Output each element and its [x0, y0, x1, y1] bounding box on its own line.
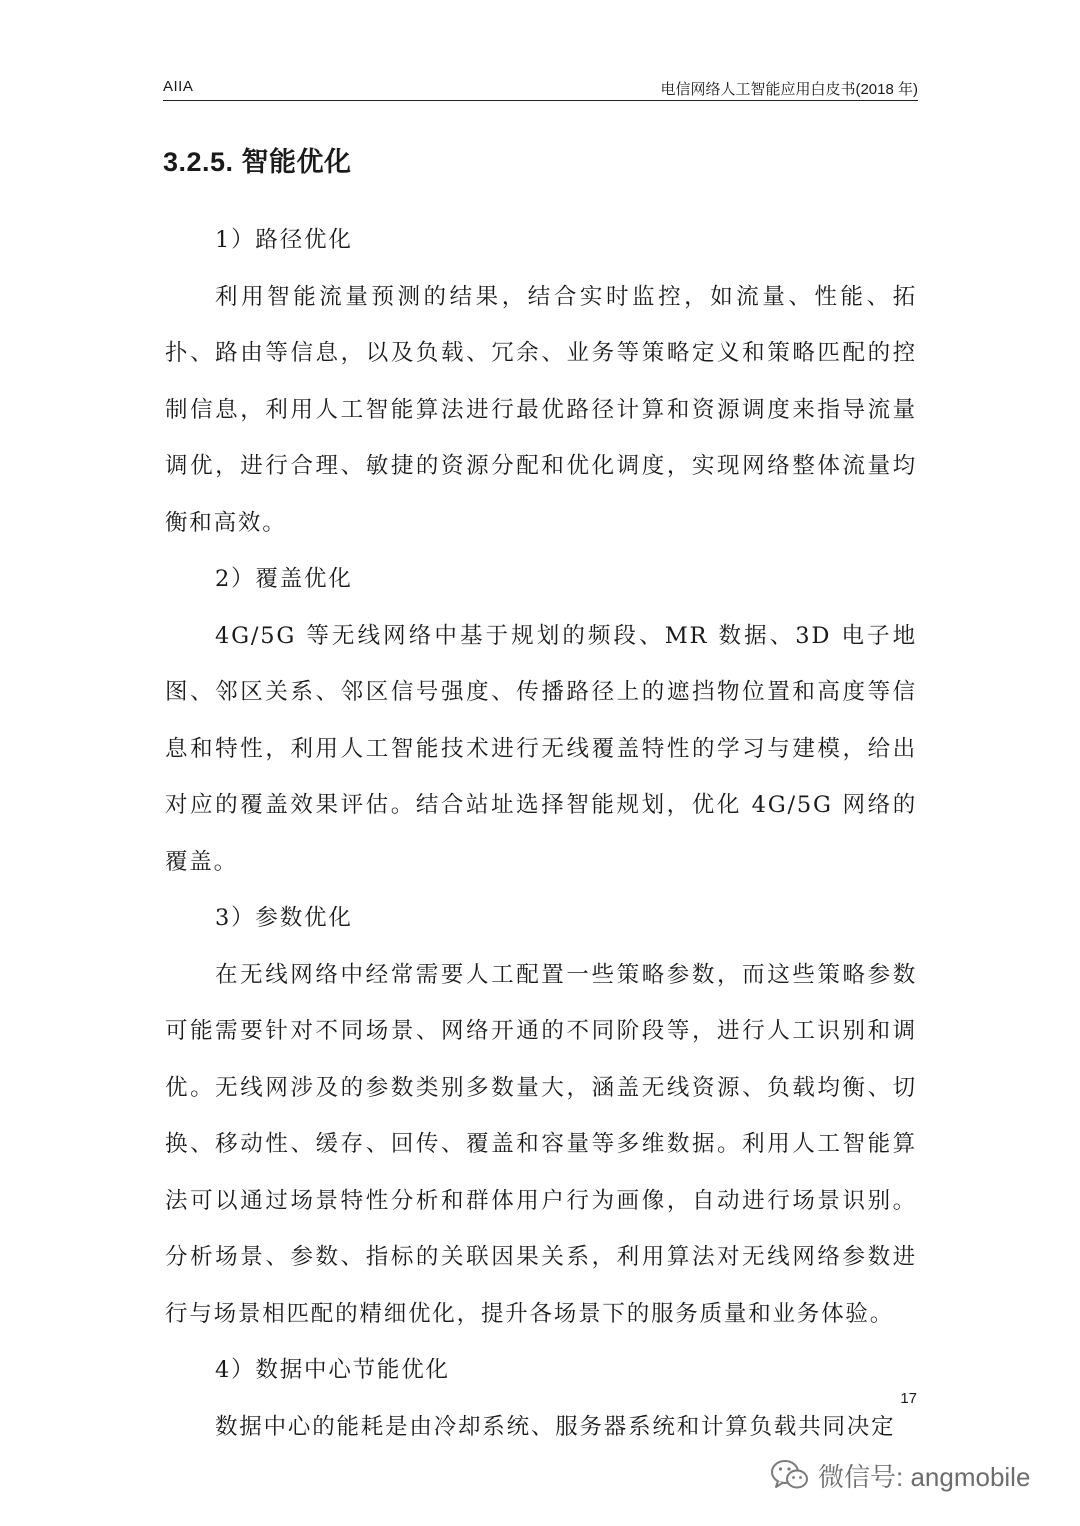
- page-header: [163, 72, 918, 101]
- paragraph-path-optimization: 利用智能流量预测的结果，结合实时监控，如流量、性能、拓扑、路由等信息，以及负载、冗余、业务等策略定义和策略匹配的控制信息，利用人工智能算法进行最优路径计算和资源调度来指导流量调优，进行合理、敏捷的资源分配和优化调度，实现网络整体流量均衡和高效。: [165, 283, 917, 536]
- header-doc-title: 电信网络人工智能应用白皮书(2018 年): [660, 81, 918, 98]
- page-number: 17: [900, 1390, 917, 1407]
- subheading-path-optimization: 1）路径优化: [215, 227, 353, 253]
- paragraph-coverage-optimization: 4G/5G 等无线网络中基于规划的频段、MR 数据、3D 电子地图、邻区关系、邻区信号强度、传播路径上的遮挡物位置和高度等信息和特性，利用人工智能技术进行无线覆盖特性的学习与建模，给出对应的覆盖效果评估。结合站址选择智能规划，优化 4G/5G 网络的覆盖。: [165, 622, 917, 875]
- paragraph-parameter-optimization: 在无线网络中经常需要人工配置一些策略参数，而这些策略参数可能需要针对不同场景、网络开通的不同阶段等，进行人工识别和调优。无线网涉及的参数类别多数量大，涵盖无线资源、负载均衡、切换、移动性、缓存、回传、覆盖和容量等多维数据。利用人工智能算法可以通过场景特性分析和群体用户行为画像，自动进行场景识别。分析场景、参数、指标的关联因果关系，利用算法对无线网络参数进行与场景相匹配的精细优化，提升各场景下的服务质量和业务体验。: [165, 961, 917, 1327]
- watermark-text: 微信号: angmobile: [818, 1461, 1031, 1492]
- wechat-icon: [770, 1458, 810, 1492]
- subheading-coverage-optimization: 2）覆盖优化: [215, 566, 353, 592]
- watermark: [770, 1453, 1050, 1497]
- section-title: 3.2.5. 智能优化: [163, 147, 352, 177]
- paragraph-datacenter-energy: 数据中心的能耗是由冷却系统、服务器系统和计算负载共同决定: [215, 1413, 896, 1440]
- subheading-parameter-optimization: 3）参数优化: [215, 905, 353, 931]
- body-content: [165, 212, 917, 1455]
- header-org: AIIA: [163, 78, 194, 95]
- subheading-datacenter-energy: 4）数据中心节能优化: [215, 1357, 450, 1383]
